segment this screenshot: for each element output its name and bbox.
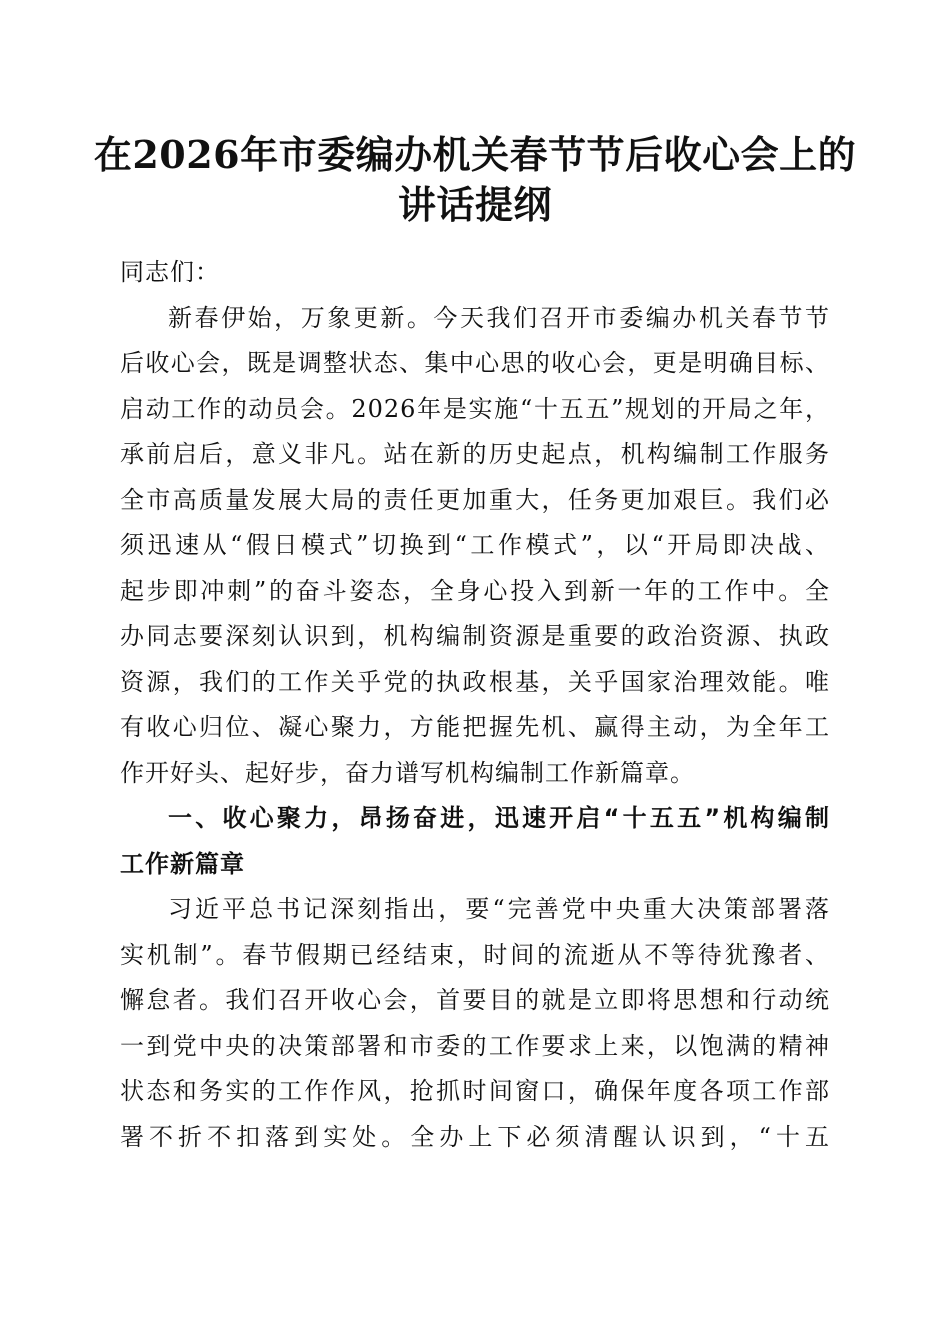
section-line-6: 署不折不扣落到实处。全办上下必须清醒认识到，“十五 [120,1122,830,1151]
title-line-1: 在2026年市委编办机关春节节后收心会上的 [93,132,857,177]
heading-line-1: 一、收心聚力，昂扬奋进，迅速开启“十五五”机构编制 [168,804,830,832]
section-line-3: 懈怠者。我们召开收心会，首要目的就是立即将思想和行动统 [120,986,830,1014]
section-line-1: 习近平总书记深刻指出，要“完善党中央重大决策部署落 [168,895,830,923]
section-heading [120,796,830,887]
title-line-2: 讲话提纲 [397,182,552,227]
intro-line-5: 全市高质量发展大局的责任更加重大，任务更加艰巨。我们必 [120,485,830,514]
intro-line-11: 作开好头、起好步，奋力谱写机构编制工作新篇章。 [120,758,695,787]
intro-line-4: 承前启后，意义非凡。站在新的历史起点，机构编制工作服务 [120,440,830,468]
intro-paragraph [120,296,830,797]
intro-line-8: 办同志要深刻认识到，机构编制资源是重要的政治资源、执政 [120,622,830,650]
salutation: 同志们： [120,258,220,286]
intro-line-9: 资源，我们的工作关乎党的执政根基，关乎国家治理效能。唯 [120,667,830,696]
intro-line-2: 后收心会，既是调整状态、集中心思的收心会，更是明确目标、 [120,349,830,377]
section-line-5: 状态和务实的工作作风，抢抓时间窗口，确保年度各项工作部 [120,1077,830,1105]
document-title [0,130,950,230]
section-line-4: 一到党中央的决策部署和市委的工作要求上来，以饱满的精神 [120,1031,830,1060]
section-paragraph [120,887,830,1160]
intro-line-6: 须迅速从“假日模式”切换到“工作模式”，以“开局即决战、 [120,531,830,559]
intro-line-3: 启动工作的动员会。2026年是实施“十五五”规划的开局之年， [120,394,830,423]
heading-line-2: 工作新篇章 [120,849,245,878]
section-line-2: 实机制”。春节假期已经结束，时间的流逝从不等待犹豫者、 [120,940,830,969]
intro-line-7: 起步即冲刺”的奋斗姿态，全身心投入到新一年的工作中。全 [120,576,830,605]
intro-line-10: 有收心归位、凝心聚力，方能把握先机、赢得主动，为全年工 [120,713,830,741]
document-body [120,250,830,1160]
intro-line-1: 新春伊始，万象更新。今天我们召开市委编办机关春节节 [168,303,830,332]
